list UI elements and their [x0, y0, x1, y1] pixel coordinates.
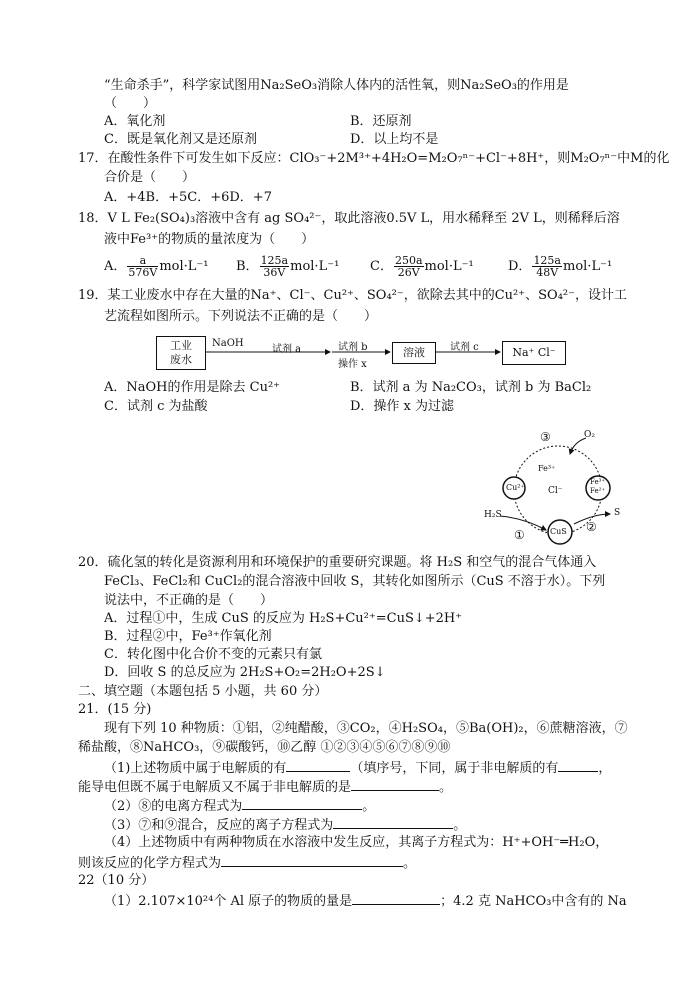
- q21-blank-non-electrolytes[interactable]: [558, 759, 598, 772]
- q17-stem-line1: 17．在酸性条件下可发生如下反应：ClO₃⁻+2M³⁺+4H₂O=M₂O₇ⁿ⁻+Cl⁻+8H⁺，则M₂O₇ⁿ⁻中M的化: [78, 151, 670, 166]
- q20-option-c: C．转化图中化合价不变的元素只有氯: [104, 647, 322, 662]
- q16-option-a: A．氧化剂: [104, 114, 166, 129]
- q18-a-numerator: a: [127, 255, 158, 267]
- q18-stem-line1: 18．V L Fe₂(SO₄)₃溶液中含有 ag SO₄²⁻，取此溶液0.5V L，用水稀释至 2V L，则稀释后溶: [78, 211, 620, 226]
- q22-part1: [104, 892, 627, 910]
- cycle-num-2: ②: [586, 520, 597, 534]
- q20-option-b: B．过程②中，Fe³⁺作氧化剂: [104, 629, 272, 644]
- cycle-cl-label: Cl⁻: [548, 486, 563, 496]
- q21-p1-text-b: （填序号，下同，属于非电解质的有: [350, 761, 559, 776]
- q20-option-d: D．回收 S 的总反应为 2H₂S+O₂=2H₂O+2S↓: [104, 665, 386, 680]
- o2-arrow: [570, 438, 586, 454]
- q18-option-c: [370, 254, 474, 280]
- q18-c-fraction: [394, 255, 424, 278]
- flow-box-wastewater-line1: 工业: [170, 339, 192, 352]
- cycle-num-1: ①: [514, 528, 525, 542]
- q18-d-label: D．: [508, 259, 532, 274]
- cycle-o2-label: O₂: [584, 430, 595, 440]
- q18-d-denominator: 48V: [536, 266, 559, 279]
- q20-stem-line1: 20．硫化氢的转化是资源利用和环境保护的重要研究课题。将 H₂S 和空气的混合气体通入: [78, 555, 597, 570]
- cycle-cus-label: CuS: [550, 527, 567, 536]
- q21-blank-neither[interactable]: [351, 778, 439, 791]
- q21-blank-electrolytes[interactable]: [286, 759, 350, 772]
- q18-c-unit: mol·L⁻¹: [424, 259, 474, 274]
- q21-p1-text-e: 。: [439, 780, 453, 795]
- flow-label-reagent-b: 试剂 b: [338, 342, 368, 353]
- flow-box-wastewater-line2: 废水: [170, 353, 192, 366]
- q16-stem-line1: “生命杀手”，科学家试图用Na₂SeO₃消除人体内的活性氧，则Na₂SeO₃的作用是: [104, 78, 569, 93]
- q18-c-label: C．: [370, 259, 393, 274]
- q18-b-unit: mol·L⁻¹: [290, 259, 340, 274]
- flow-label-reagent-a: 试剂 a: [272, 344, 302, 355]
- q16-stem-line2: （ ）: [104, 96, 157, 111]
- q18-b-fraction: [260, 255, 290, 278]
- q21-line2: 稀盐酸，⑧NaHCO₃，⑨碳酸钙，⑩乙醇 ①②③④⑤⑥⑦⑧⑨⑩: [78, 740, 451, 755]
- q22-blank-al-moles[interactable]: [352, 892, 440, 905]
- q18-b-numerator: 125a: [260, 254, 289, 267]
- q18-option-a: [104, 254, 209, 280]
- q19-option-b: B．试剂 a 为 Na₂CO₃，试剂 b 为 BaCl₂: [350, 380, 592, 395]
- q18-b-label: B．: [236, 259, 259, 274]
- q21-heading: 21．(15 分): [78, 702, 152, 717]
- cycle-fe3-right: Fe³⁺: [590, 478, 606, 486]
- q20-option-a: A．过程①中，生成 CuS 的反应为 H₂S+Cu²⁺=CuS↓+2H⁺: [104, 611, 463, 626]
- flow-arrows: [150, 332, 570, 374]
- q21-blank-chemical-equation[interactable]: [221, 854, 403, 867]
- q16-option-c: C．既是氧化剂又是还原剂: [104, 132, 257, 147]
- q18-a-denominator: 576V: [128, 266, 158, 279]
- q21-part4-line1: （4）上述物质中有两种物质在水溶液中发生反应，其离子方程式为：H⁺+OH⁻═H₂O，: [104, 835, 609, 850]
- q18-a-fraction: [127, 255, 158, 278]
- q21-part2: [104, 797, 375, 815]
- q21-part1-line2: [78, 778, 452, 796]
- flow-label-reagent-c: 试剂 c: [450, 342, 479, 353]
- q19-flow-diagram: [150, 332, 570, 374]
- cycle-num-3: ③: [540, 430, 551, 444]
- flow-label-naoh: NaOH: [212, 338, 244, 349]
- q22-p1-text-b: ；4.2 克 NaHCO₃中含有的 Na: [440, 894, 627, 909]
- q20-stem-line2: FeCl₃、FeCl₂和 CuCl₂的混合溶液中回收 S，其转化如图所示（CuS 不溶于水）。下列: [104, 574, 606, 589]
- q18-c-numerator: 250a: [394, 254, 423, 267]
- flow-box-solution-label: 溶液: [403, 346, 425, 359]
- q18-d-numerator: 125a: [533, 254, 561, 267]
- q19-stem-line2: 艺流程如图所示。下列说法不正确的是（ ）: [104, 309, 378, 324]
- flow-box-product-label: Na⁺ Cl⁻: [512, 346, 556, 359]
- q21-blank-ionic-equation[interactable]: [333, 816, 453, 829]
- q22-p1-text-a: （1）2.107×10²⁴个 Al 原子的物质的量是: [104, 894, 353, 909]
- q16-option-b: B．还原剂: [350, 114, 412, 129]
- q18-c-denominator: 26V: [397, 266, 420, 279]
- q17-stem-line2: 合价是（ ）: [104, 170, 196, 185]
- q21-line1: 现有下列 10 种物质：①铝，②纯醋酸，③CO₂，④H₂SO₄，⑤Ba(OH)₂，⑥蔗糖溶液，⑦: [104, 721, 628, 736]
- q19-stem-line1: 19．某工业废水中存在大量的Na⁺、Cl⁻、Cu²⁺、SO₄²⁻，欲除去其中的Cu²⁺、SO₄²⁻，设计工: [78, 288, 627, 303]
- q21-p4-text-c: 。: [403, 856, 417, 871]
- q18-a-label: A．: [104, 259, 127, 274]
- q21-blank-ionization[interactable]: [242, 797, 362, 810]
- section-title-fill-in: 二、填空题（本题包括 5 小题，共 60 分）: [78, 684, 328, 699]
- cycle-fe2-label: Fe²⁺: [590, 487, 606, 495]
- q21-part3: [104, 816, 466, 834]
- q20-stem-line3: 说法中，不正确的是（ ）: [104, 593, 274, 608]
- cycle-h2s-label: H₂S: [484, 510, 502, 520]
- q21-p3-text-a: （3）⑦和⑨混合，反应的离子方程式为: [104, 818, 334, 833]
- q18-a-unit: mol·L⁻¹: [159, 259, 209, 274]
- q21-p2-text-a: （2）⑧的电离方程式为: [104, 799, 243, 814]
- q18-b-denominator: 36V: [263, 266, 286, 279]
- q21-p1-text-c: ，: [598, 761, 612, 776]
- q22-heading: 22（10 分）: [78, 873, 155, 888]
- q17-options: A．+4B．+5C．+6D．+7: [104, 190, 272, 205]
- q21-p2-text-b: 。: [362, 799, 376, 814]
- cycle-s-label: S: [614, 508, 621, 518]
- q18-option-b: [236, 254, 339, 280]
- q18-d-fraction: [532, 255, 562, 278]
- q18-d-unit: mol·L⁻¹: [563, 259, 613, 274]
- q19-option-a: A．NaOH的作用是除去 Cu²⁺: [104, 380, 281, 395]
- q21-p1-text-a: （1)上述物质中属于电解质的有: [104, 761, 287, 776]
- cycle-fe3-top: Fe³⁺: [538, 464, 556, 473]
- q18-option-d: [508, 254, 612, 280]
- q18-stem-line2: 液中Fe³⁺的物质的量浓度为（ ）: [104, 232, 315, 247]
- q19-option-c: C．试剂 c 为盐酸: [104, 399, 208, 414]
- q21-part4-line2: [78, 854, 416, 872]
- flow-label-operation-x: 操作 x: [338, 359, 367, 370]
- q16-option-d: D．以上均不是: [350, 132, 439, 147]
- q20-cycle-diagram: [474, 424, 634, 554]
- q21-p4-text-b: 则该反应的化学方程式为: [78, 856, 222, 871]
- q21-part1-line1: [104, 759, 611, 777]
- cycle-cu-label: Cu²⁺: [506, 483, 525, 492]
- q21-p1-text-d: 能导电但既不属于电解质又不属于非电解质的是: [78, 780, 352, 795]
- q21-p3-text-b: 。: [453, 818, 467, 833]
- q19-option-d: D．操作 x 为过滤: [350, 399, 455, 414]
